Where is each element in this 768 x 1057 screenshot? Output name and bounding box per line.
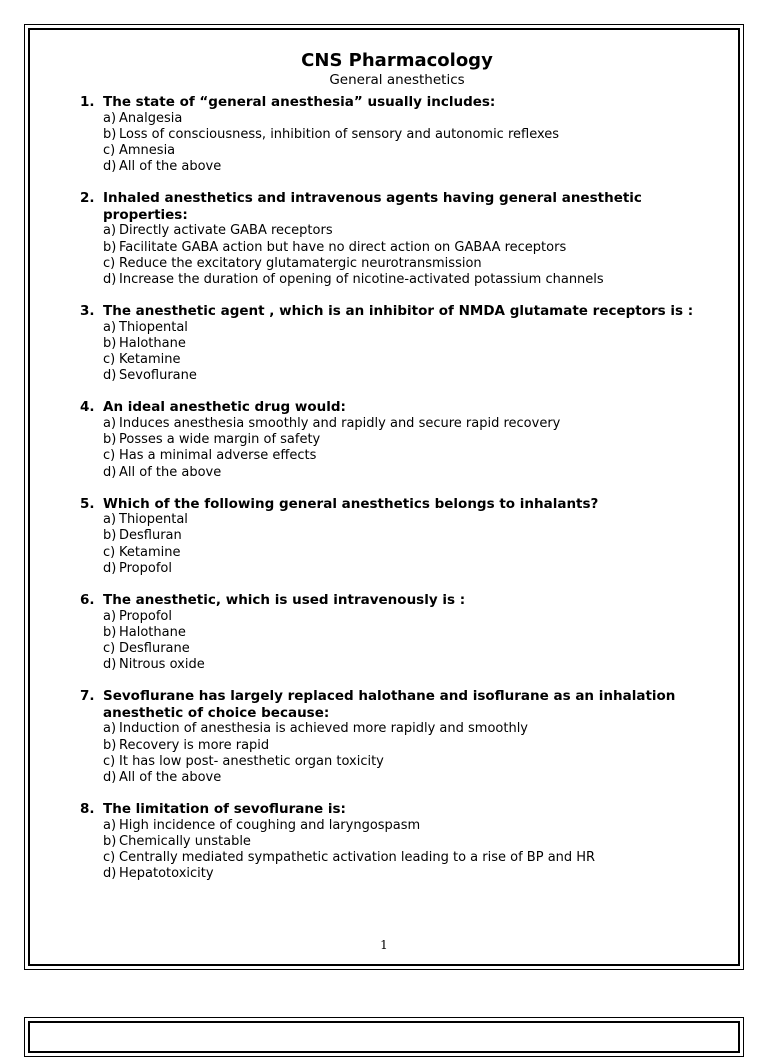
option-letter: b): [103, 432, 117, 448]
option-letter: b): [103, 126, 117, 142]
option-list: [103, 223, 714, 288]
option-letter: d): [103, 159, 117, 175]
option-letter: a): [103, 817, 117, 833]
question-row: [80, 94, 714, 111]
question-item: [80, 496, 714, 577]
option-letter: d): [103, 866, 117, 882]
question-row: [80, 303, 714, 320]
option-letter: d): [103, 271, 117, 287]
option-text: Thiopental: [119, 512, 188, 528]
question-text: An ideal anesthetic drug would:: [103, 399, 346, 416]
option-text: Posses a wide margin of safety: [119, 432, 321, 448]
question-row: [80, 190, 714, 223]
answer-option: [103, 223, 714, 239]
question-list: [80, 94, 714, 883]
answer-option: [103, 545, 714, 561]
page-title: CNS Pharmacology: [301, 50, 493, 71]
option-text: Increase the duration of opening of nicotine-activated potassium channels: [119, 271, 604, 287]
option-text: Halothane: [119, 624, 186, 640]
answer-option: [103, 465, 714, 481]
answer-option: [103, 368, 714, 384]
question-text: The anesthetic agent , which is an inhibitor of NMDA glutamate receptors is :: [103, 303, 694, 320]
answer-option: [103, 641, 714, 657]
option-letter: a): [103, 223, 117, 239]
option-list: [103, 721, 714, 786]
option-letter: a): [103, 415, 117, 431]
option-text: Chemically unstable: [119, 833, 251, 849]
question-text: Inhaled anesthetics and intravenous agents having general anesthetic properties:: [103, 190, 642, 223]
option-text: Loss of consciousness, inhibition of sensory and autonomic reflexes: [119, 126, 560, 142]
question-number: 6.: [80, 592, 95, 609]
answer-option: [103, 770, 714, 786]
answer-option: [103, 866, 714, 882]
option-text: Ketamine: [119, 544, 181, 560]
option-text: Propofol: [119, 608, 172, 624]
option-list: [103, 609, 714, 674]
question-item: [80, 801, 714, 882]
answer-option: [103, 818, 714, 834]
answer-option: [103, 352, 714, 368]
option-text: Halothane: [119, 335, 186, 351]
page-content: [80, 50, 714, 898]
answer-option: [103, 625, 714, 641]
answer-option: [103, 143, 714, 159]
answer-option: [103, 738, 714, 754]
option-list: [103, 111, 714, 176]
option-text: Recovery is more rapid: [119, 737, 270, 753]
answer-option: [103, 512, 714, 528]
page-border: [28, 28, 740, 966]
question-row: [80, 399, 714, 416]
answer-option: [103, 754, 714, 770]
answer-option: [103, 561, 714, 577]
option-text: Centrally mediated sympathetic activation leading to a rise of BP and HR: [119, 850, 596, 866]
question-row: [80, 688, 714, 721]
question-item: [80, 303, 714, 384]
answer-option: [103, 432, 714, 448]
option-text: Reduce the excitatory glutamatergic neurotransmission: [119, 255, 482, 271]
option-text: Sevoflurane: [119, 368, 197, 384]
option-letter: b): [103, 737, 117, 753]
question-text: The state of “general anesthesia” usually includes:: [103, 94, 496, 110]
option-letter: b): [103, 624, 117, 640]
option-text: All of the above: [119, 769, 222, 785]
option-text: Directly activate GABA receptors: [119, 223, 333, 239]
option-text: It has low post- anesthetic organ toxicity: [119, 753, 384, 769]
option-list: [103, 818, 714, 883]
answer-option: [103, 240, 714, 256]
option-letter: b): [103, 833, 117, 849]
question-item: [80, 94, 714, 175]
option-letter: c): [103, 753, 116, 769]
option-text: Induction of anesthesia is achieved more rapidly and smoothly: [119, 721, 529, 737]
option-text: Facilitate GABA action but have no direct action on GABAA receptors: [119, 239, 567, 255]
option-letter: c): [103, 255, 116, 271]
option-text: All of the above: [119, 159, 222, 175]
option-text: Propofol: [119, 560, 172, 576]
question-number: 4.: [80, 399, 95, 416]
answer-option: [103, 336, 714, 352]
option-list: [103, 320, 714, 385]
next-page-border: [28, 1021, 740, 1053]
question-text: The limitation of sevoflurane is:: [103, 801, 346, 818]
option-letter: d): [103, 560, 117, 576]
question-row: [80, 801, 714, 818]
answer-option: [103, 320, 714, 336]
question-text: Sevoflurane has largely replaced halothane and isoflurane as an inhalation anesthetic of choice because:: [103, 688, 676, 721]
option-text: Induces anesthesia smoothly and rapidly and secure rapid recovery: [119, 415, 561, 431]
page-frame: [24, 24, 744, 970]
next-page-frame: [24, 1017, 744, 1057]
option-letter: d): [103, 368, 117, 384]
option-letter: a): [103, 721, 117, 737]
option-text: Desfluran: [119, 528, 182, 544]
question-row: [80, 592, 714, 609]
question-number: 5.: [80, 495, 95, 512]
question-row: [80, 496, 714, 513]
question-number: 2.: [80, 190, 95, 207]
answer-option: [103, 448, 714, 464]
question-number: 8.: [80, 801, 95, 818]
question-number: 7.: [80, 688, 95, 705]
option-text: Desflurane: [119, 640, 190, 656]
option-letter: c): [103, 448, 116, 464]
answer-option: [103, 721, 714, 737]
answer-option: [103, 416, 714, 432]
answer-option: [103, 850, 714, 866]
question-item: [80, 399, 714, 480]
page-number: 1: [380, 938, 388, 952]
question-item: [80, 688, 714, 786]
option-text: Nitrous oxide: [119, 657, 205, 673]
answer-option: [103, 528, 714, 544]
option-letter: a): [103, 608, 117, 624]
answer-option: [103, 127, 714, 143]
option-letter: b): [103, 528, 117, 544]
question-number: 3.: [80, 303, 95, 320]
page-subtitle: General anesthetics: [329, 72, 465, 88]
option-list: [103, 416, 714, 481]
question-text: The anesthetic, which is used intravenously is :: [103, 592, 466, 609]
answer-option: [103, 159, 714, 175]
option-letter: c): [103, 352, 116, 368]
option-letter: c): [103, 850, 116, 866]
option-text: Analgesia: [119, 110, 183, 126]
option-letter: a): [103, 110, 117, 126]
option-letter: c): [103, 544, 116, 560]
option-letter: d): [103, 464, 117, 480]
option-text: High incidence of coughing and laryngospasm: [119, 817, 421, 833]
option-letter: c): [103, 142, 116, 158]
question-number: 1.: [80, 94, 95, 110]
question-text: Which of the following general anesthetics belongs to inhalants?: [103, 495, 599, 512]
option-letter: d): [103, 657, 117, 673]
option-list: [103, 512, 714, 577]
answer-option: [103, 272, 714, 288]
answer-option: [103, 657, 714, 673]
question-item: [80, 592, 714, 673]
option-letter: a): [103, 512, 117, 528]
option-text: Hepatotoxicity: [119, 866, 214, 882]
question-item: [80, 190, 714, 288]
answer-option: [103, 834, 714, 850]
answer-option: [103, 609, 714, 625]
option-text: All of the above: [119, 464, 222, 480]
option-letter: b): [103, 335, 117, 351]
option-text: Ketamine: [119, 352, 181, 368]
answer-option: [103, 111, 714, 127]
answer-option: [103, 256, 714, 272]
option-letter: d): [103, 769, 117, 785]
option-text: Has a minimal adverse effects: [119, 448, 317, 464]
option-text: Thiopental: [119, 319, 188, 335]
option-letter: b): [103, 239, 117, 255]
option-letter: c): [103, 640, 116, 656]
option-text: Amnesia: [119, 142, 176, 158]
option-letter: a): [103, 319, 117, 335]
